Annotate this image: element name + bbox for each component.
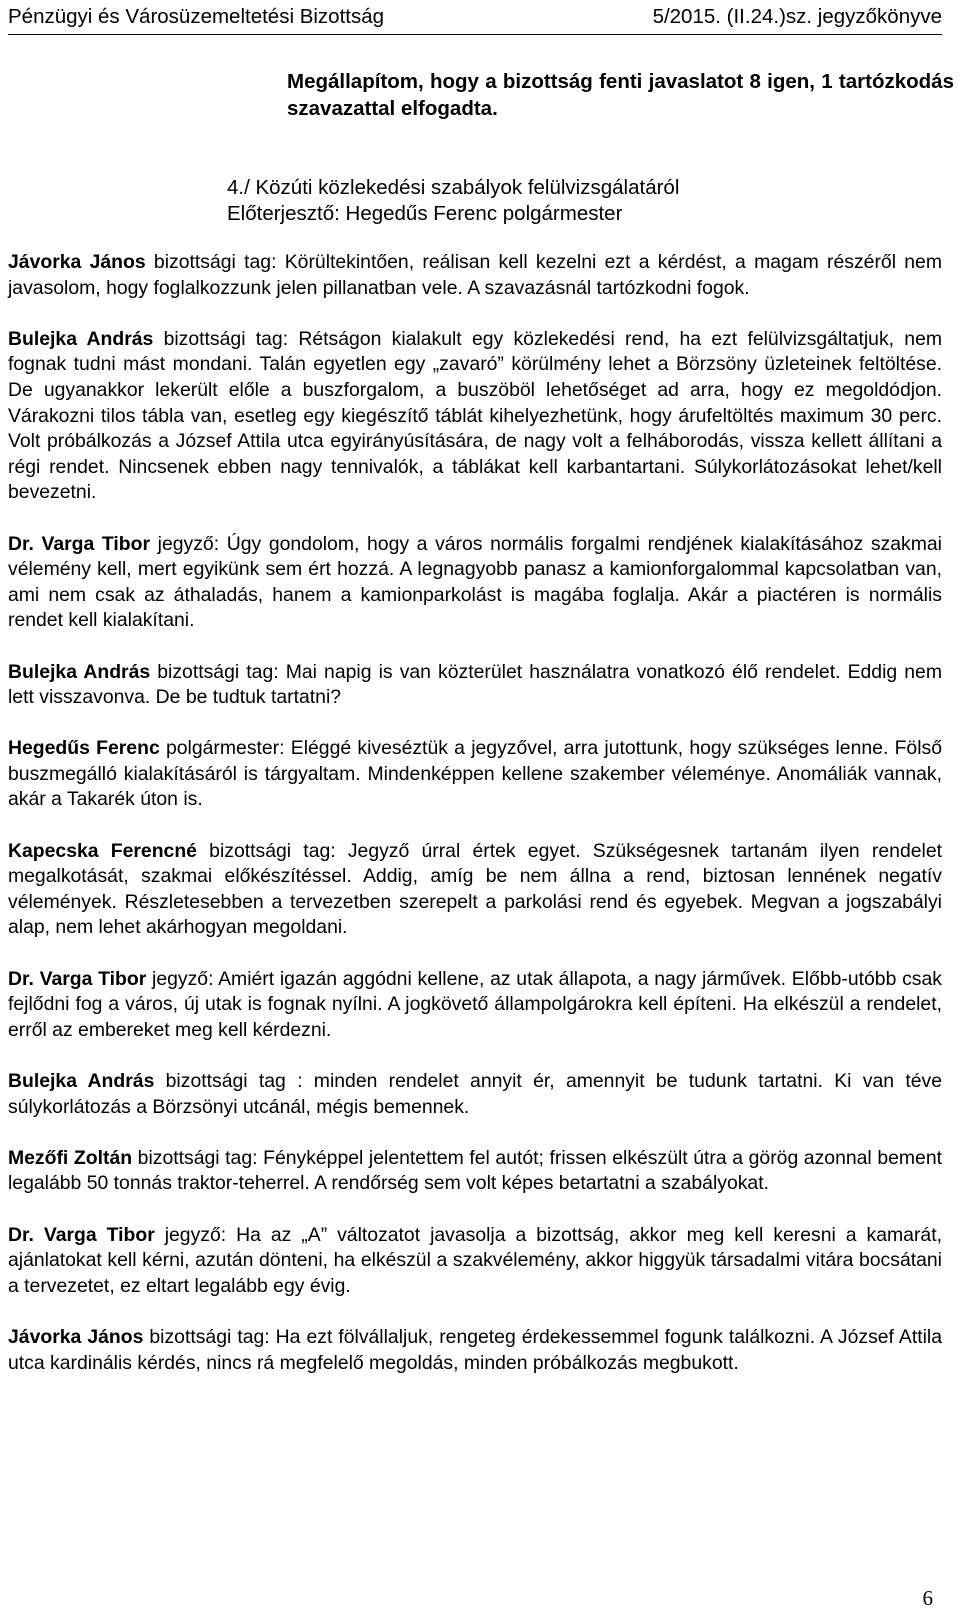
statement-text: bizottsági tag : minden rendelet annyit ér, amennyit be tudunk tartatni. Ki van téve súlykorlátozás a Börzsönyi utcánál, mégis bemennek. [8, 1070, 942, 1118]
record-number: 5/2015. (II.24.)sz. jegyzőkönyve [652, 5, 942, 28]
speaker-name: Kapecska Ferencné [8, 839, 197, 862]
minutes-paragraph [8, 1325, 942, 1376]
speaker-name: Dr. Varga Tibor [8, 532, 151, 555]
minutes-body [8, 250, 942, 1402]
statement-text: bizottsági tag: Mai napig is van közterület használatra vonatkozó élő rendelet. Eddig nem lett visszavonva. De be tudtuk tartatni? [8, 660, 942, 709]
speaker-name: Dr. Varga Tibor [8, 967, 147, 990]
agenda-title: 4./ Közúti közlekedési szabályok felülvizsgálatáról [227, 176, 680, 199]
speaker-name: Bulejka András [8, 660, 151, 683]
statement-text: polgármester: Eléggé kiveséztük a jegyzővel, arra jutottunk, hogy szükséges lenne. Fölső buszmegálló kialakításáról is tárgyaltam. Mindenképpen kellene szakember véleménye. Anomáliák vannak, akár a Takarék úton is. [8, 737, 942, 811]
speaker-name: Bulejka András [8, 1070, 155, 1092]
page-header [8, 0, 942, 35]
agenda-presenter [227, 201, 947, 227]
presenter-name: Hegedűs Ferenc polgármester [345, 202, 623, 225]
minutes-paragraph [8, 327, 942, 506]
speaker-name: Jávorka János [8, 251, 146, 273]
decision-statement: Megállapítom, hogy a bizottság fenti javaslatot 8 igen, 1 tartózkodás szavazattal elfogadta. [287, 70, 954, 120]
statement-text: jegyző: Úgy gondolom, hogy a város normális forgalmi rendjének kialakításához szakmai vélemény kell, mert egyikünk sem ért hozzá. A legnagyobb panasz a kamionforgalommal kapcsolatban van, ami nem csak az áthaladás, hanem a kamionparkolást is magába foglalja. Akár a piactéren is normális rendet kell kialakítani. [8, 532, 942, 632]
minutes-paragraph [8, 1223, 942, 1300]
speaker-name: Jávorka János [8, 1325, 144, 1348]
minutes-paragraph [8, 1146, 942, 1197]
minutes-paragraph [8, 250, 942, 301]
presenter-label: Előterjesztő: [227, 202, 340, 225]
minutes-paragraph [8, 532, 942, 634]
committee-name: Pénzügyi és Városüzemeltetési Bizottság [8, 5, 385, 28]
minutes-paragraph [8, 967, 942, 1044]
statement-text: jegyző: Amiért igazán aggódni kellene, az utak állapota, a nagy járművek. Előbb-utóbb csak fejlődni fog a város, új utak is fognak nyílni. A jogkövető állampolgárokra kell építeni. Ha elkészül a rendelet, erről az embereket meg kell kérdezni. [8, 967, 942, 1041]
page-number: 6 [922, 1586, 933, 1610]
statement-text: bizottsági tag: Körültekintően, reálisan kell kezelni ezt a kérdést, a magam részéről nem javasolom, hogy foglalkozzunk jelen pillanatban vele. A szavazásnál tartózkodni fogok. [8, 251, 942, 299]
minutes-paragraph [8, 1069, 942, 1120]
speaker-name: Bulejka András [8, 327, 154, 350]
speaker-name: Dr. Varga Tibor [8, 1223, 155, 1246]
statement-text: bizottsági tag: Jegyző úrral értek egyet. Szükségesnek tartanám ilyen rendelet megalkotását, szakmai előkészítéssel. Addig, amíg be nem állna a rend, biztosan lennének negatív vélemények. Részletesebben a tervezetben szerepelt a parkolási rend és egyebek. Megvan a jogszabályi alap, nem lehet akárhogyan megoldani. [8, 839, 942, 939]
statement-text: bizottsági tag: Ha ezt fölvállaljuk, rengeteg érdekessemmel fogunk találkozni. A József Attila utca kardinális kérdés, nincs rá megfelelő megoldás, minden próbálkozás megbukott. [8, 1325, 942, 1374]
minutes-paragraph [8, 839, 942, 941]
minutes-paragraph [8, 660, 942, 711]
agenda-item [227, 175, 947, 227]
speaker-name: Mezőfi Zoltán [8, 1146, 133, 1169]
minutes-paragraph [8, 736, 942, 813]
statement-text: bizottsági tag: Fényképpel jelentettem fel autót; frissen elkészült útra a görög azonnal bement legalább 50 tonnás traktor-teherrel. A rendőrség sem volt képes betartatni a szabályokat. [8, 1146, 942, 1195]
speaker-name: Hegedűs Ferenc [8, 737, 160, 760]
statement-text: jegyző: Ha az „A” változatot javasolja a bizottság, akkor meg kell keresni a kamarát, ajánlatokat kell kérni, azután dönteni, ha elkészül a szakvélemény, akkor higgyük társadalmi vitára bocsátani a tervezetet, ez eltart legalább egy évig. [8, 1223, 942, 1297]
statement-text: bizottsági tag: Rétságon kialakult egy közlekedési rend, ha ezt felülvizsgáltatjuk, nem fognak tudni mást mondani. Talán egyetlen egy „zavaró” körülmény lehet a Börzsöny üzleteinek feltöltése. De ugyanakkor lekerült előle a buszforgalom, a buszöböl lehetőséget ad arra, hogy ez megoldódjon. Várakozni tilos tábla van, esetleg egy kiegészítő táblát kihelyezhetünk, hogy árufeltöltés maximum 30 perc. Volt próbálkozás a József Attila utca egyirányúsítására, de nagy volt a felháborodás, vissza kellett állítani a régi rendet. Nincsenek ebben nagy tennivalók, a táblákat kell karbantartani. Súlykorlátozásokat lehet/kell bevezetni. [8, 327, 943, 504]
